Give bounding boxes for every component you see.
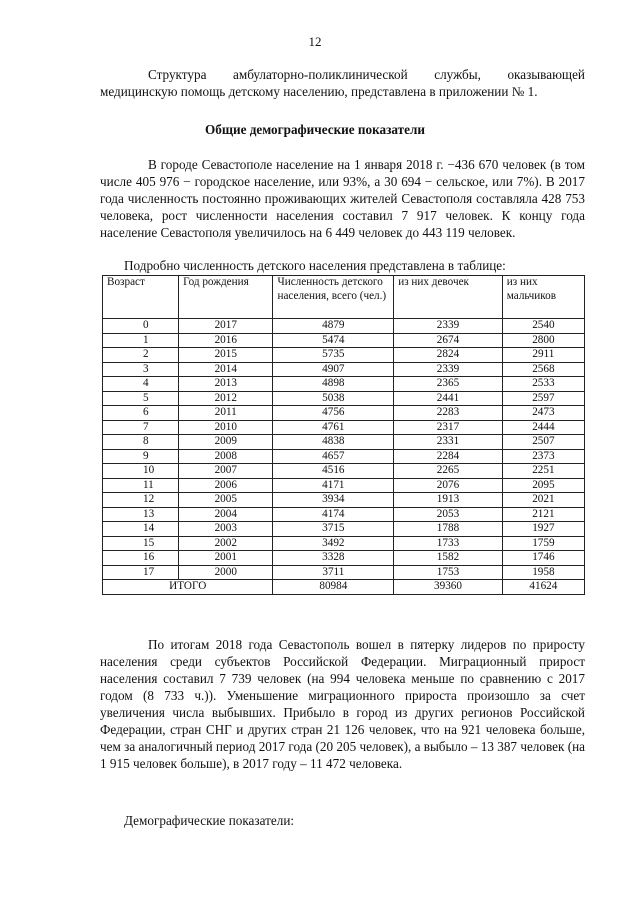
total-all: 80984 [273,580,394,595]
migration-paragraph: По итогам 2018 года Севастополь вошел в пятерку лидеров по приросту населения среди субъектов Российской Федерации. Миграционный прирост населения составил 7 739 человек (на 994 человека меньше по сравнению с 2017 годом (8 733 ч.)). Уменьшение миграционного прироста произошло за счет увеличения числа выбывших. Прибыло в город из других регионов Российской Федерации, стран СНГ и других стран 21 126 человек, что на 921 человека больше, чем за аналогичный период 2017 года (20 205 человек), а выбыло – 13 387 человек (на 1 915 человек больше), в 2017 году – 11 472 человека. [100,637,585,771]
cell-girls: 1913 [394,493,503,508]
cell-year: 2015 [179,348,273,363]
cell-age: 15 [103,536,179,551]
table-row [103,319,585,334]
cell-girls: 2265 [394,464,503,479]
cell-year: 2007 [179,464,273,479]
cell-girls: 2331 [394,435,503,450]
cell-total: 4879 [273,319,394,334]
cell-girls: 2674 [394,333,503,348]
cell-age: 8 [103,435,179,450]
cell-age: 16 [103,551,179,566]
table-row [103,493,585,508]
total-girls: 39360 [394,580,503,595]
cell-total: 4898 [273,377,394,392]
cell-total: 4516 [273,464,394,479]
cell-boys: 2540 [502,319,584,334]
cell-year: 2013 [179,377,273,392]
cell-age: 17 [103,565,179,580]
cell-boys: 2095 [502,478,584,493]
cell-age: 14 [103,522,179,537]
cell-year: 2000 [179,565,273,580]
cell-girls: 1753 [394,565,503,580]
cell-boys: 2251 [502,464,584,479]
page-number: 12 [308,34,322,49]
cell-total: 4907 [273,362,394,377]
cell-boys: 2121 [502,507,584,522]
table-row [103,406,585,421]
cell-girls: 2441 [394,391,503,406]
cell-boys: 2533 [502,377,584,392]
section-heading: Общие демографические показатели [204,122,425,137]
header-boys: из них мальчиков [502,276,584,319]
total-boys: 41624 [502,580,584,595]
table-row [103,478,585,493]
cell-boys: 1759 [502,536,584,551]
child-population-table [102,275,585,595]
cell-year: 2004 [179,507,273,522]
cell-age: 3 [103,362,179,377]
cell-girls: 2076 [394,478,503,493]
cell-boys: 2373 [502,449,584,464]
cell-total: 4171 [273,478,394,493]
cell-age: 4 [103,377,179,392]
cell-girls: 2339 [394,319,503,334]
table-row [103,551,585,566]
cell-boys: 1927 [502,522,584,537]
cell-girls: 1582 [394,551,503,566]
cell-year: 2012 [179,391,273,406]
cell-year: 2006 [179,478,273,493]
cell-boys: 2911 [502,348,584,363]
table-total-row [103,580,585,595]
cell-age: 12 [103,493,179,508]
table-row [103,377,585,392]
cell-girls: 1733 [394,536,503,551]
cell-boys: 2021 [502,493,584,508]
cell-year: 2009 [179,435,273,450]
cell-age: 5 [103,391,179,406]
table-row [103,362,585,377]
cell-boys: 1958 [502,565,584,580]
cell-year: 2011 [179,406,273,421]
cell-boys: 2597 [502,391,584,406]
cell-year: 2001 [179,551,273,566]
table-caption: Подробно численность детского населения представлена в таблице: [124,258,506,273]
cell-age: 10 [103,464,179,479]
cell-year: 2010 [179,420,273,435]
cell-girls: 2284 [394,449,503,464]
cell-girls: 2053 [394,507,503,522]
population-paragraph: В городе Севастополе население на 1 января 2018 г. −436 670 человек (в том числе 405 976 − городское население, или 93%, а 30 694 − сельское, или 7%). В 2017 года численность постоянно проживающих жителей Севастополя составляла 428 753 человека, рост численности населения составил 7 917 человек. К концу года население Севастополя увеличилось на 6 449 человек до 443 119 человек. [100,157,585,240]
cell-girls: 2824 [394,348,503,363]
cell-year: 2005 [179,493,273,508]
header-birth-year: Год рождения [179,276,273,319]
cell-total: 3328 [273,551,394,566]
table-row [103,522,585,537]
cell-age: 0 [103,319,179,334]
cell-total: 4174 [273,507,394,522]
cell-year: 2014 [179,362,273,377]
total-label: ИТОГО [103,580,273,595]
table-row [103,391,585,406]
cell-age: 6 [103,406,179,421]
cell-age: 2 [103,348,179,363]
demographic-indicators-label: Демографические показатели: [124,813,295,828]
cell-boys: 2568 [502,362,584,377]
cell-total: 5474 [273,333,394,348]
header-girls: из них девочек [394,276,503,319]
table-header-row [103,276,585,319]
cell-age: 9 [103,449,179,464]
cell-girls: 1788 [394,522,503,537]
cell-year: 2016 [179,333,273,348]
cell-total: 3715 [273,522,394,537]
cell-boys: 2444 [502,420,584,435]
table-row [103,507,585,522]
cell-boys: 1746 [502,551,584,566]
cell-total: 4756 [273,406,394,421]
cell-girls: 2339 [394,362,503,377]
cell-total: 4657 [273,449,394,464]
cell-girls: 2365 [394,377,503,392]
cell-boys: 2473 [502,406,584,421]
cell-boys: 2507 [502,435,584,450]
table-row [103,565,585,580]
cell-age: 11 [103,478,179,493]
cell-age: 7 [103,420,179,435]
cell-year: 2017 [179,319,273,334]
table-row [103,333,585,348]
table-row [103,464,585,479]
intro-paragraph: Структура амбулаторно-поликлинической службы, оказывающей медицинскую помощь детскому населению, представлена в приложении № 1. [100,67,585,99]
cell-girls: 2317 [394,420,503,435]
cell-age: 13 [103,507,179,522]
cell-total: 3711 [273,565,394,580]
table-row [103,536,585,551]
header-age: Возраст [103,276,179,319]
header-total: Численность детского населения, всего (чел.) [273,276,394,319]
cell-total: 5038 [273,391,394,406]
table-body [103,319,585,580]
table-row [103,348,585,363]
cell-age: 1 [103,333,179,348]
cell-total: 3934 [273,493,394,508]
cell-girls: 2283 [394,406,503,421]
cell-boys: 2800 [502,333,584,348]
cell-year: 2003 [179,522,273,537]
cell-year: 2002 [179,536,273,551]
cell-total: 4761 [273,420,394,435]
table-row [103,435,585,450]
cell-total: 4838 [273,435,394,450]
cell-year: 2008 [179,449,273,464]
table-row [103,449,585,464]
cell-total: 3492 [273,536,394,551]
cell-total: 5735 [273,348,394,363]
table-row [103,420,585,435]
